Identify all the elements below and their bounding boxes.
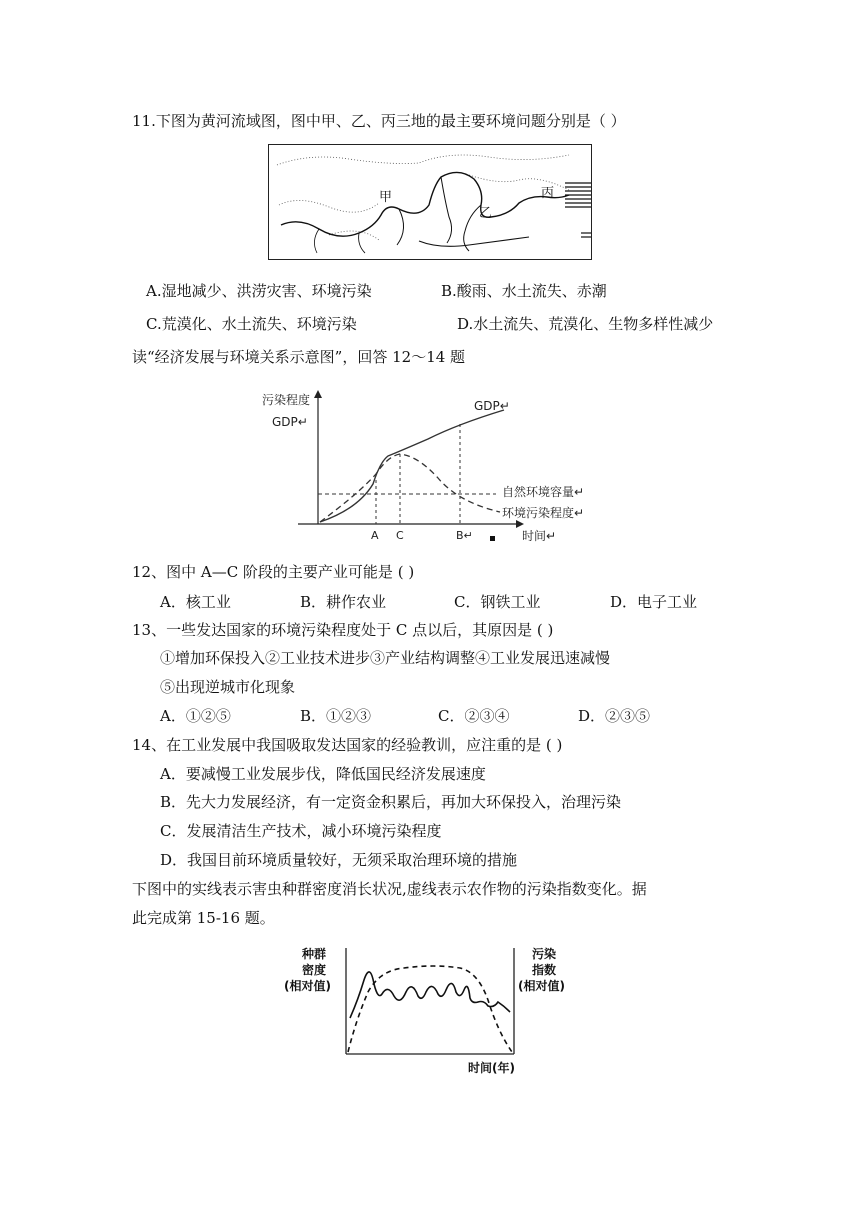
- q12-stem: 12、图中 A—C 阶段的主要产业可能是 ( ): [132, 563, 415, 581]
- chart1-gdp-curve: [320, 410, 504, 522]
- q12-option-c: C．钢铁工业: [454, 593, 541, 611]
- chart2-left-label-3: (相对值): [284, 979, 331, 993]
- intro-15-16-line1: 下图中的实线表示害虫种群密度消长状况,虚线表示农作物的污染指数变化。据: [132, 880, 647, 898]
- map-label-yi: 乙: [479, 206, 493, 221]
- q13-option-a: A．①②⑤: [160, 707, 231, 725]
- q13-stem: 13、一些发达国家的环境污染程度处于 C 点以后，其原因是 ( ): [132, 621, 554, 639]
- q13-option-c: C．②③④: [438, 707, 510, 725]
- chart2-left-label-1: 种群: [302, 947, 327, 961]
- chart2-right-label-3: (相对值): [518, 979, 565, 993]
- chart1-capacity-label: 自然环境容量↵: [502, 485, 585, 499]
- q13-option-d: D．②③⑤: [578, 707, 651, 725]
- chart2-density-curve: [350, 972, 510, 1018]
- q13-statements-2: ⑤出现逆城市化现象: [160, 678, 296, 696]
- chart1-xlabel: 时间↵: [522, 529, 557, 543]
- yellow-river-map-drawing: [269, 145, 591, 259]
- chart1-tick-a: A: [371, 529, 379, 542]
- chart1-pollution-label: 环境污染程度↵: [502, 506, 585, 520]
- q11-option-c: C.荒漠化、水土流失、环境污染: [146, 315, 357, 333]
- chart2-xlabel: 时间(年): [468, 1061, 515, 1075]
- map-label-bing: 丙: [541, 186, 555, 201]
- q14-option-a: A．要减慢工业发展步伐，降低国民经济发展速度: [160, 765, 486, 783]
- chart1-ylabel-gdp: GDP↵: [272, 415, 308, 429]
- q14-option-d: D．我国目前环境质量较好，无须采取治理环境的措施: [160, 851, 518, 869]
- q12-option-a: A．核工业: [160, 593, 231, 611]
- chart1-tick-c: C: [396, 529, 404, 542]
- chart2-right-label-2: 指数: [532, 963, 557, 977]
- chart1-tick-b: B↵: [456, 529, 473, 542]
- pest-pollution-chart: [284, 940, 584, 1080]
- econ-environment-chart: [258, 384, 608, 544]
- map-label-jia: 甲: [379, 190, 393, 205]
- chart2-right-label-1: 污染: [532, 947, 557, 961]
- q12-option-d: D．电子工业: [610, 593, 698, 611]
- q13-option-b: B．①②③: [300, 707, 372, 725]
- chart1-pollution-curve: [320, 454, 500, 522]
- intro-15-16-line2: 此完成第 15-16 题。: [132, 909, 275, 927]
- chart2-left-label-2: 密度: [302, 963, 327, 977]
- intro-12-14: 读“经济发展与环境关系示意图”，回答 12～14 题: [132, 348, 466, 366]
- q11-option-a: A.湿地减少、洪涝灾害、环境污染: [146, 282, 372, 300]
- q14-option-b: B．先大力发展经济，有一定资金积累后，再加大环保投入，治理污染: [160, 793, 622, 811]
- q14-option-c: C．发展清洁生产技术，减小环境污染程度: [160, 822, 442, 840]
- chart1-ylabel-top: 污染程度: [262, 393, 311, 407]
- q14-stem: 14、在工业发展中我国吸取发达国家的经验教训，应注重的是 ( ): [132, 736, 563, 754]
- q11-option-d: D.水土流失、荒漠化、生物多样性减少: [457, 315, 714, 333]
- q13-statements-1: ①增加环保投入②工业技术进步③产业结构调整④工业发展迅速减慢: [160, 649, 611, 667]
- q12-option-b: B．耕作农业: [300, 593, 387, 611]
- yellow-river-map: [268, 144, 592, 260]
- q11-stem: 11.下图为黄河流域图，图中甲、乙、丙三地的最主要环境问题分别是（ ）: [132, 112, 626, 130]
- chart1-gdp-label: GDP↵: [474, 399, 510, 413]
- q11-option-b: B.酸雨、水土流失、赤潮: [441, 282, 607, 300]
